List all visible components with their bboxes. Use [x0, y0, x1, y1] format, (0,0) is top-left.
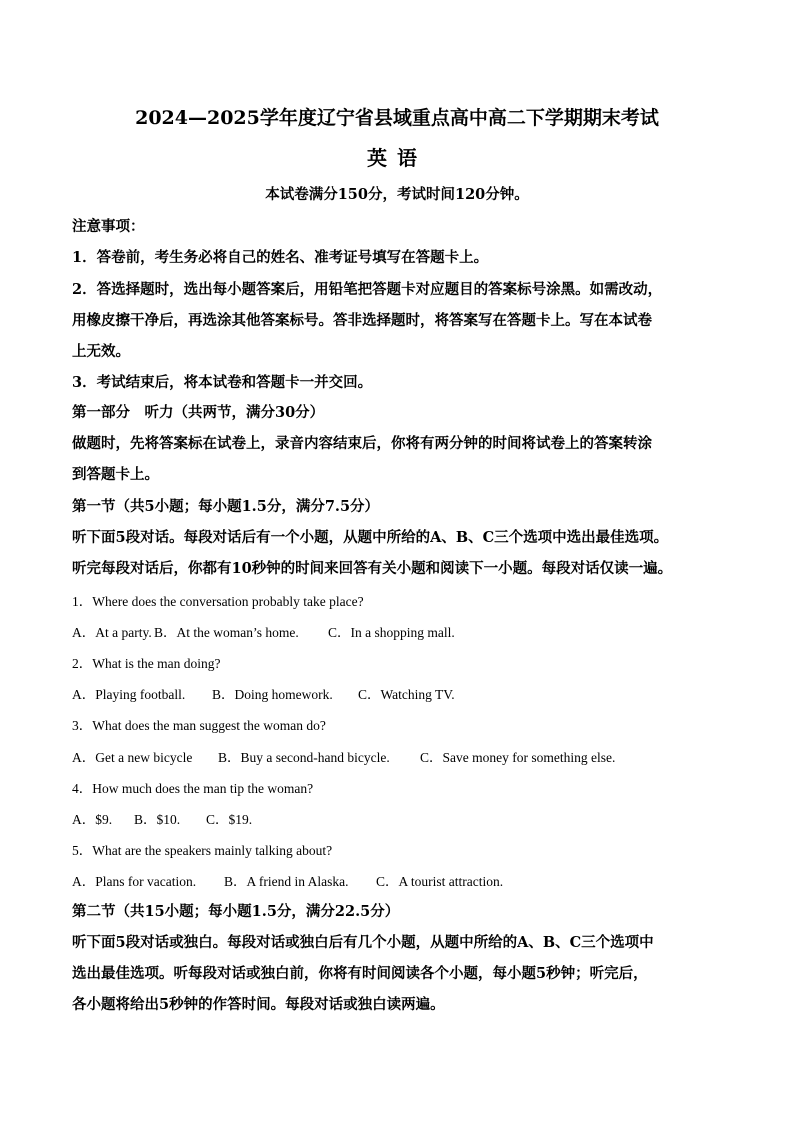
section2-instruction-line-1: 听下面5段对话或独白。每段对话或独白后有几个小题，从题中所给的A、B、C三个选项中	[72, 934, 654, 951]
part1-instruction-line-1: 做题时，先将答案标在试卷上，录音内容结束后，你将有两分钟的时间将试卷上的答案转涂	[72, 435, 652, 452]
part1-heading: 第一部分 听力（共两节，满分30分）	[72, 404, 325, 421]
question-4-option-a: A．$9.	[72, 812, 113, 827]
question-2-stem: 2．What is the man doing?	[72, 656, 221, 671]
question-1-options	[72, 626, 455, 640]
section1-instruction-line-1: 听下面5段对话。每段对话后有一个小题，从题中所给的A、B、C三个选项中选出最佳选项。	[72, 529, 669, 546]
note-item-2-line-1: 2．答选择题时，选出每小题答案后，用铅笔把答题卡对应题目的答案标号涂黑。如需改动，	[72, 281, 663, 298]
exam-info: 本试卷满分150分，考试时间120分钟。	[265, 186, 529, 203]
question-5-stem: 5．What are the speakers mainly talking about?	[72, 843, 333, 858]
question-1-stem: 1．Where does the conversation probably take place?	[72, 594, 364, 609]
note-item-2-line-2: 用橡皮擦干净后，再选涂其他答案标号。答非选择题时，将答案写在答题卡上。写在本试卷	[72, 312, 652, 329]
question-5-option-a: A．Plans for vacation.	[72, 874, 197, 889]
question-2-option-c: C．Watching TV.	[358, 687, 455, 702]
note-item-2-line-3: 上无效。	[72, 343, 130, 360]
question-2-option-b: B．Doing homework.	[212, 687, 333, 702]
question-3-stem: 3．What does the man suggest the woman do?	[72, 718, 326, 733]
section2-instruction-line-3: 各小题将给出5秒钟的作答时间。每段对话或独白读两遍。	[72, 996, 445, 1013]
part1-instruction-line-2: 到答题卡上。	[72, 466, 159, 483]
question-5-option-c: C．A tourist attraction.	[376, 874, 504, 889]
question-5-options	[72, 875, 503, 889]
question-3-option-b: B．Buy a second-hand bicycle.	[218, 750, 390, 765]
exam-title: 2024—2025学年度辽宁省县域重点高中高二下学期期末考试	[135, 107, 659, 129]
question-1-option-b: B．At the woman’s home.	[154, 625, 299, 640]
section1-heading: 第一节（共5小题；每小题1.5分，满分7.5分）	[72, 498, 380, 515]
question-1-option-a: A．At a party.	[72, 625, 152, 640]
section2-instruction-line-2: 选出最佳选项。听每段对话或独白前，你将有时间阅读各个小题，每小题5秒钟；听完后，	[72, 965, 648, 982]
question-3-option-c: C．Save money for something else.	[420, 750, 616, 765]
subject-title: 英语	[367, 146, 427, 170]
question-4-options	[72, 813, 252, 827]
question-3-option-a: A．Get a new bicycle	[72, 750, 193, 765]
question-2-option-a: A．Playing football.	[72, 687, 186, 702]
note-item-3: 3．考试结束后，将本试卷和答题卡一并交回。	[72, 374, 373, 391]
question-4-option-b: B．$10.	[134, 812, 181, 827]
question-5-option-b: B．A friend in Alaska.	[224, 874, 349, 889]
section1-instruction-line-2: 听完每段对话后，你都有10秒钟的时间来回答有关小题和阅读下一小题。每段对话仅读一遍。	[72, 560, 673, 577]
section2-heading: 第二节（共15小题；每小题1.5分，满分22.5分）	[72, 903, 400, 920]
question-2-options	[72, 688, 455, 702]
question-1-option-c: C．In a shopping mall.	[328, 625, 455, 640]
question-4-option-c: C．$19.	[206, 812, 253, 827]
question-4-stem: 4．How much does the man tip the woman?	[72, 781, 314, 796]
question-3-options	[72, 751, 615, 765]
note-item-1: 1．答卷前，考生务必将自己的姓名、准考证号填写在答题卡上。	[72, 249, 489, 266]
notes-heading: 注意事项：	[72, 218, 145, 235]
